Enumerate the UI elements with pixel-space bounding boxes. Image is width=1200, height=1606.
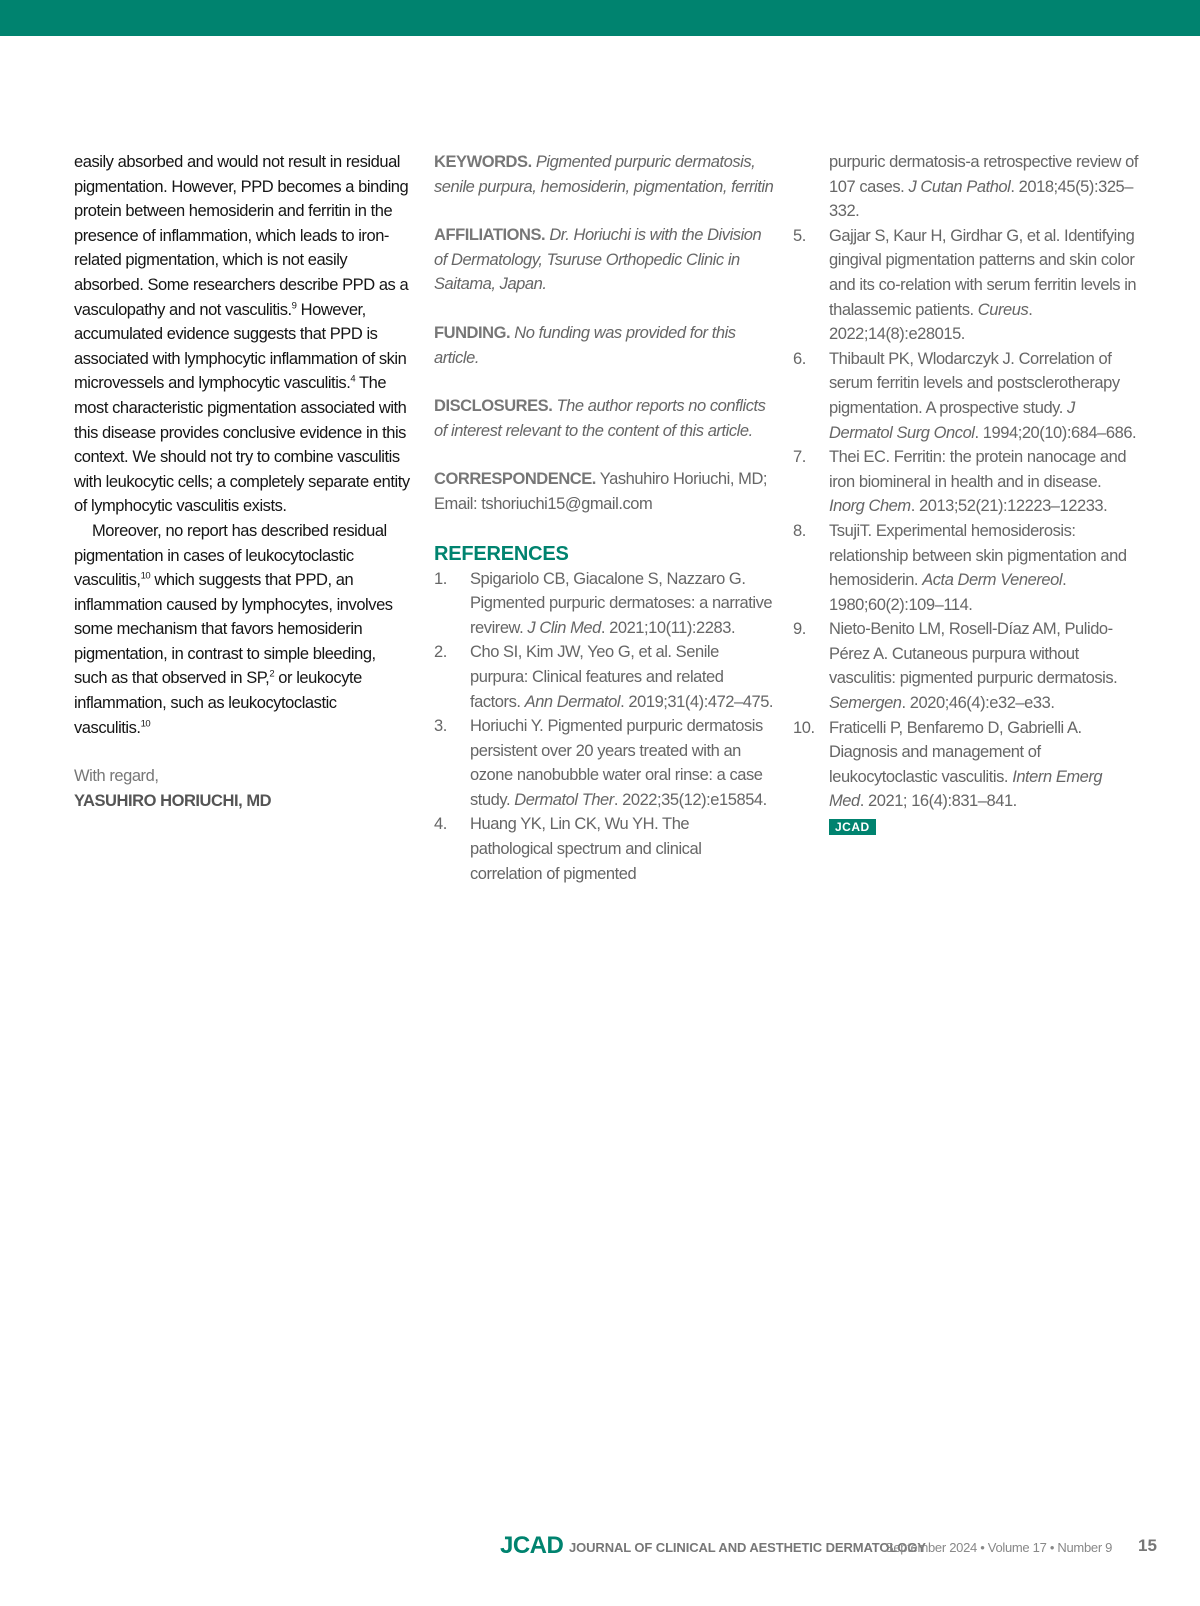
reference-item-continued: purpuric dermatosis-a retrospective review of 107 cases. J Cutan Pathol. 2018;45(5):325–332. [829,153,1138,221]
disclosures-block: DISCLOSURES. The author reports no conflicts of interest relevant to the content of this article. [434,397,766,440]
reference-item: 3. Horiuchi Y. Pigmented purpuric dermatosis persistent over 20 years treated with an ozone nanobubble water oral rinse: a case study. Dermatol Ther. 2022;35(12):e15854. [434,717,767,809]
references-column [793,150,1138,839]
funding-block: FUNDING. No funding was provided for this article. [434,323,736,367]
closing-salutation: With regard, [74,767,159,786]
citation-superscript: 4 [350,373,356,385]
reference-item: 2. Cho SI, Kim JW, Yeo G, et al. Senile purpura: Clinical features and related factors. Ann Dermatol. 2019;31(4):472–475. [434,643,774,711]
affiliations-block: AFFILIATIONS. Dr. Horiuchi is with the Division of Dermatology, Tsuruse Orthopedic Clinic in Saitama, Japan. [434,226,762,294]
citation-superscript: 10 [140,718,151,730]
body-paragraph-1: easily absorbed and would not result in residual pigmentation. However, PPD becomes a binding protein between hemosiderin and ferritin in the presence of inflammation, which leads to iron-related pigmentation, which is not easily absorbed. Some researchers describe PPD as a vasculopathy and not vasculitis.$^9$ However, accumulated evidence suggests that PPD is associated with lymphocytic inflammation of skin microvessels and lymphocytic vasculitis.$^4$ The most characteristic pigmentation associated with this disease provides conclusive evidence in this context. We should not try to combine vasculitis with leukocytic cells; a completely separate entity of lymphocytic vasculitis exists. [74,153,410,516]
author-signature: YASUHIRO HORIUCHI, MD [74,791,272,810]
reference-item: 10. Fraticelli P, Benfaremo D, Gabrielli A. Diagnosis and management of leukocytoclastic vasculitis. Intern Emerg Med. 2021; 16(4):831–841. [793,718,1103,811]
reference-item: 7. Thei EC. Ferritin: the protein nanocage and iron biomineral in health and in disease. Inorg Chem. 2013;52(21):12223–12233. [793,448,1127,516]
body-paragraph-2: Moreover, no report has described residual pigmentation in cases of leukocytoclastic vasculitis,$^{10}$ which suggests that PPD, an inflammation caused by lymphocytes, involves some mechanism that favors hemosiderin pigmentation, in contrast to simple bleeding, such as that observed in SP,$^2$ or leukocyte inflammation, such as leukocytoclastic vasculitis.$^{10}$ [74,521,393,737]
page-footer [0,1532,1200,1562]
letter-body-column [74,150,410,813]
citation-superscript: 2 [269,668,275,680]
references-heading: REFERENCES [434,542,569,565]
reference-item: 8. TsujiT. Experimental hemosiderosis: relationship between skin pigmentation and hemosiderin. Acta Derm Venereol. 1980;60(2):109–114. [793,521,1127,614]
page-number: 15 [1138,1536,1157,1555]
reference-item: 9. Nieto-Benito LM, Rosell-Díaz AM, Pulido-Pérez A. Cutaneous purpura without vasculitis: pigmented purpuric dermatosis. Semergen. 2020;46(4):e32–e33. [793,620,1118,713]
citation-superscript: 10 [140,570,151,582]
reference-item: 1. Spigariolo CB, Giacalone S, Nazzaro G. Pigmented purpuric dermatoses: a narrative revirew. J Clin Med. 2021;10(11):2283. [434,569,773,637]
journal-name: JOURNAL OF CLINICAL AND AESTHETIC DERMATOLOGY [569,1540,926,1555]
top-color-bar [0,0,1200,36]
reference-item: 4. Huang YK, Lin CK, Wu YH. The pathological spectrum and clinical correlation of pigmented [434,815,702,883]
citation-superscript: 9 [291,300,297,312]
journal-logo: JCAD [500,1532,564,1559]
correspondence-block: CORRESPONDENCE. Yashuhiro Horiuchi, MD; Email: tshoriuchi15@gmail.com [434,470,768,513]
reference-item: 6. Thibault PK, Wlodarczyk J. Correlation of serum ferritin levels and postsclerotherapy pigmentation. A prospective study. J Dermatol Surg Oncol. 1994;20(10):684–686. [793,349,1137,442]
end-of-article-badge: JCAD [829,819,876,835]
reference-item: 5. Gajjar S, Kaur H, Girdhar G, et al. Identifying gingival pigmentation patterns and skin color and its co-relation with serum ferritin levels in thalassemic patients. Cureus. 2022;14(8):e28015. [793,226,1137,344]
metadata-column [434,150,774,886]
keywords-block: KEYWORDS. Pigmented purpuric dermatosis, senile purpura, hemosiderin, pigmentation, ferritin [434,153,774,196]
issue-info: September 2024 • Volume 17 • Number 9 [885,1540,1113,1555]
